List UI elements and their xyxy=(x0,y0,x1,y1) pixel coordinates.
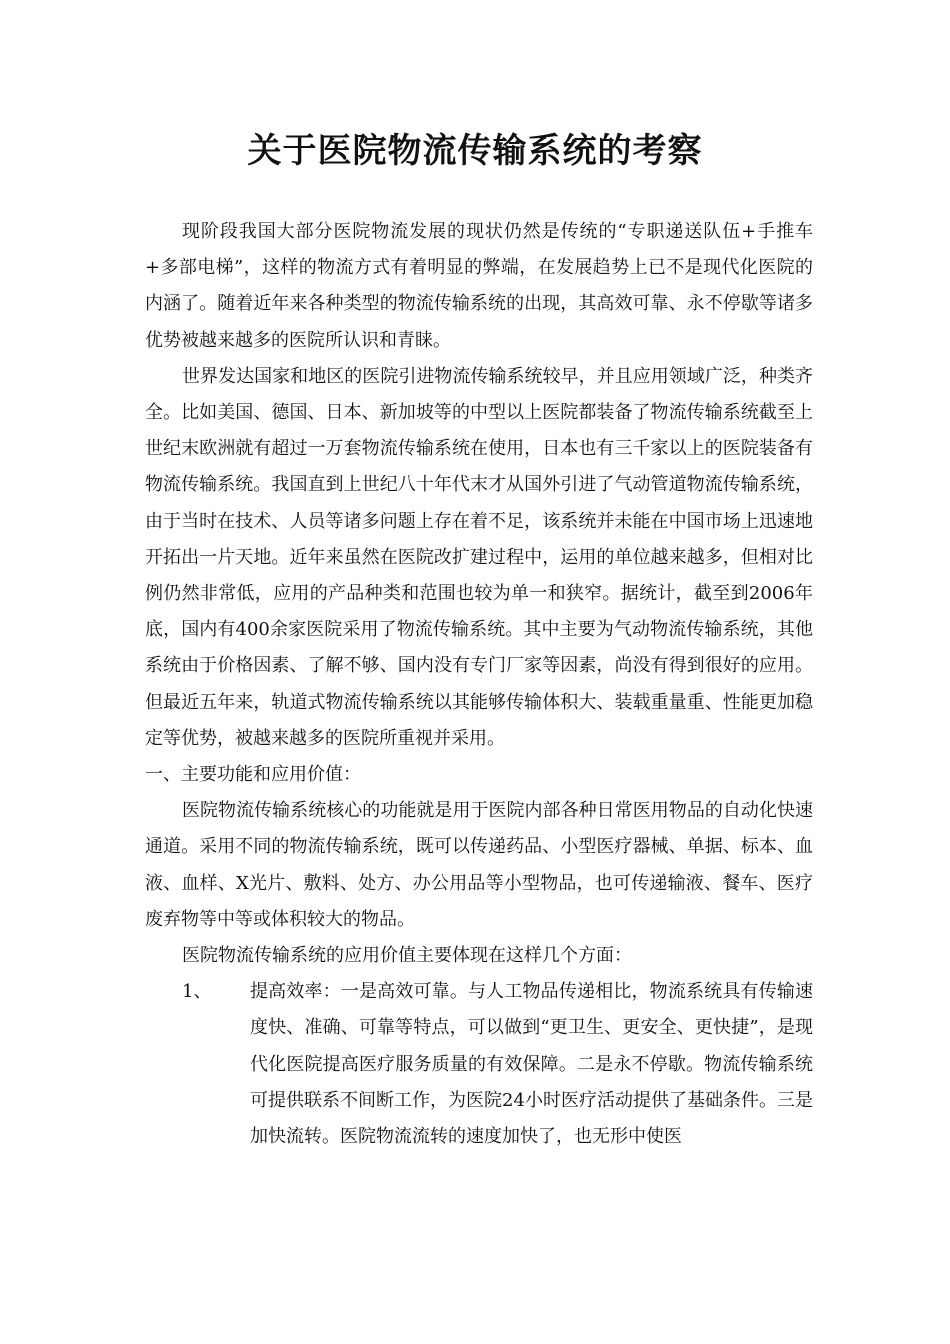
paragraph-international-adoption: 世界发达国家和地区的医院引进物流传输系统较早，并且应用领域广泛，种类齐全。比如美国、德国、日本、新加坡等的中型以上医院都装备了物流传输系统截至上世纪末欧洲就有超过一万套物流传输系统在使用，日本也有三千家以上的医院装备有物流传输系统。我国直到上世纪八十年代末才从国外引进了气动管道物流传输系统，由于当时在技术、人员等诸多问题上存在着不足，该系统并未能在中国市场上迅速地开拓出一片天地。近年来虽然在医院改扩建过程中，运用的单位越来越多，但相对比例仍然非常低，应用的产品种类和范围也较为单一和狭窄。据统计，截至到2006年底，国内有400余家医院采用了物流传输系统。其中主要为气动物流传输系统，其他系统由于价格因素、了解不够、国内没有专门厂家等因素，尚没有得到很好的应用。但最近五年来，轨道式物流传输系统以其能够传输体积大、装载重量重、性能更加稳定等优势，被越来越多的医院所重视并采用。 xyxy=(145,365,813,749)
list-item-text: 提高效率：一是高效可靠。与人工物品传递相比，物流系统具有传输速度快、准确、可靠等特点，可以做到“更卫生、更安全、更快捷”，是现代化医院提高医疗服务质量的有效保障。二是永不停歇。物流传输系统可提供联系不间断工作，为医院24小时医疗活动提供了基础条件。三是加快流转。医院物流流转的速度加快了，也无形中使医 xyxy=(250,981,813,1148)
document-title: 关于医院物流传输系统的考察 xyxy=(247,131,703,171)
paragraph-application-value-intro: 医院物流传输系统的应用价值主要体现在这样几个方面： xyxy=(182,945,632,967)
paragraph-current-status: 现阶段我国大部分医院物流发展的现状仍然是传统的“专职递送队伍+手推车+多部电梯”，这样的物流方式有着明显的弊端，在发展趋势上已不是现代化医院的内涵了。随着近年来各种类型的物流传输系统的出现，其高效可靠、永不停歇等诸多优势被越来越多的医院所认识和青睐。 xyxy=(145,221,813,351)
section-heading-main-functions: 一、主要功能和应用价值： xyxy=(145,764,361,786)
list-item-number: 1、 xyxy=(182,981,212,1003)
list-item-improve-efficiency xyxy=(145,974,813,1155)
paragraph-core-function: 医院物流传输系统核心的功能就是用于医院内部各种日常医用物品的自动化快速通道。采用不同的物流传输系统，既可以传递药品、小型医疗器械、单据、标本、血液、血样、X光片、敷料、处方、办公用品等小型物品，也可传递输液、餐车、医疗废弃物等中等或体积较大的物品。 xyxy=(145,800,813,930)
document-body xyxy=(145,214,813,1155)
